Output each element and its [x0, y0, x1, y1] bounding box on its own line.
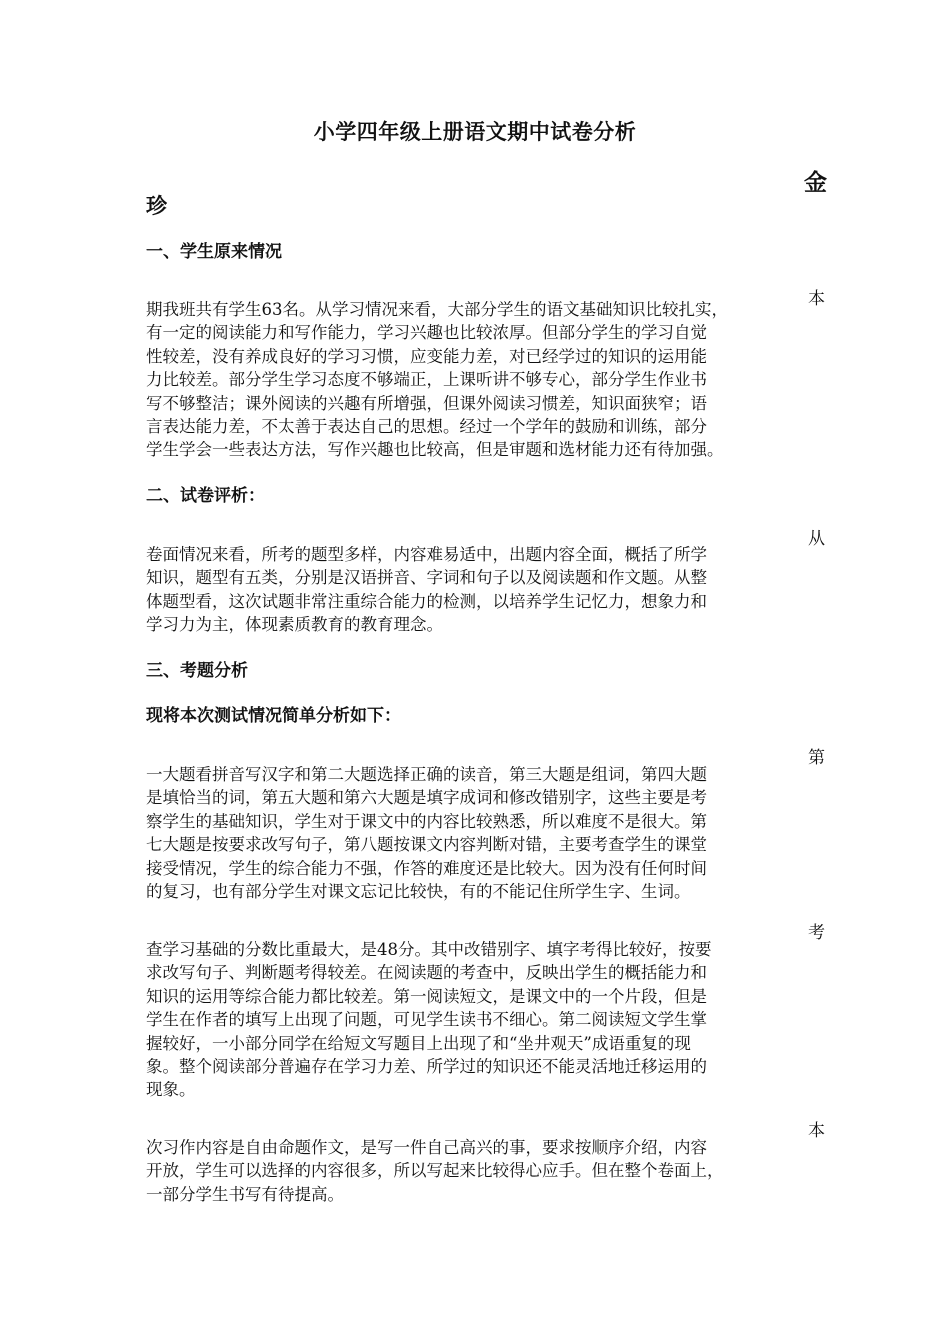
text-line: 卷面情况来看，所考的题型多样，内容难易适中，出题内容全面，概括了所学 [146, 545, 707, 564]
section-heading-student-situation: 一、学生原来情况 [146, 242, 282, 262]
text-line: 写不够整洁；课外阅读的兴趣有所增强，但课外阅读习惯差，知识面狭窄；语 [146, 393, 707, 413]
paragraph-lead-char: 考 [808, 923, 825, 943]
text-line: 知识的运用等综合能力都比较差。第一阅读短文，是课文中的一个片段，但是 [146, 986, 707, 1006]
paragraph-paper-review [146, 543, 811, 637]
text-line: 象。整个阅读部分普遍存在学习力差、所学过的知识还不能灵活地迁移运用的 [146, 1057, 707, 1077]
paragraph-reading-analysis [146, 938, 811, 1102]
text-line: 一部分学生书写有待提高。 [146, 1184, 344, 1204]
paragraph-student-situation [146, 298, 811, 462]
text-line: 学习力为主，体现素质教育的教育理念。 [146, 615, 443, 635]
text-line: 性较差，没有养成良好的学习习惯，应变能力差，对已经学过的知识的运用能 [146, 346, 707, 366]
author-name-part1: 金 [804, 170, 827, 196]
paragraph-lead-char: 第 [808, 748, 825, 768]
text-line: 接受情况，学生的综合能力不强，作答的难度还是比较大。因为没有任何时间 [146, 858, 707, 878]
text-line: 学生学会一些表达方法，写作兴趣也比较高，但是审题和选材能力还有待加强。 [146, 440, 724, 460]
text-line: 是填恰当的词，第五大题和第六大题是填字成词和修改错别字，这些主要是考 [146, 788, 707, 808]
paragraph-lead-char: 从 [808, 529, 825, 549]
text-line: 体题型看，这次试题非常注重综合能力的检测，以培养学生记忆力，想象力和 [146, 591, 707, 611]
paragraph-lead-char: 本 [808, 1121, 825, 1141]
text-line: 力比较差。部分学生学习态度不够端正，上课听讲不够专心，部分学生作业书 [146, 370, 707, 390]
text-line: 现象。 [146, 1080, 196, 1100]
text-line: 次习作内容是自由命题作文，是写一件自己高兴的事，要求按顺序介绍，内容 [146, 1138, 707, 1157]
paragraph-writing-analysis [146, 1136, 811, 1206]
section-heading-question-analysis: 三、考题分析 [146, 661, 248, 681]
paragraph-question-analysis [146, 763, 811, 903]
document-title: 小学四年级上册语文期中试卷分析 [313, 120, 637, 144]
text-line: 查学习基础的分数比重最大，是48分。其中改错别字、填字考得比较好，按要 [146, 940, 712, 959]
section-heading-paper-review: 二、试卷评析： [146, 486, 265, 506]
text-line: 学生在作者的填写上出现了问题，可见学生读书不细心。第二阅读短文学生掌 [146, 1010, 707, 1030]
text-line: 期我班共有学生63名。从学习情况来看，大部分学生的语文基础知识比较扎实， [146, 300, 728, 319]
text-line: 的复习，也有部分学生对课文忘记比较快，有的不能记住所学生字、生词。 [146, 882, 691, 902]
text-line: 七大题是按要求改写句子，第八题按课文内容判断对错，主要考查学生的课堂 [146, 835, 707, 855]
text-line: 知识，题型有五类，分别是汉语拼音、字词和句子以及阅读题和作文题。从整 [146, 568, 707, 588]
section-subheading: 现将本次测试情况简单分析如下： [146, 706, 401, 726]
text-line: 言表达能力差，不太善于表达自己的思想。经过一个学年的鼓励和训练，部分 [146, 417, 707, 437]
text-line: 察学生的基础知识，学生对于课文中的内容比较熟悉，所以难度不是很大。第 [146, 811, 707, 831]
author-name-part2: 珍 [146, 194, 167, 218]
text-line: 有一定的阅读能力和写作能力，学习兴趣也比较浓厚。但部分学生的学习自觉 [146, 323, 707, 343]
text-line: 求改写句子、判断题考得较差。在阅读题的考查中，反映出学生的概括能力和 [146, 963, 707, 983]
text-line: 一大题看拼音写汉字和第二大题选择正确的读音，第三大题是组词，第四大题 [146, 765, 707, 784]
paragraph-lead-char: 本 [808, 289, 825, 309]
text-line: 开放，学生可以选择的内容很多，所以写起来比较得心应手。但在整个卷面上， [146, 1161, 724, 1181]
text-line: 握较好，一小部分同学在给短文写题目上出现了和“坐井观天”成语重复的现 [146, 1033, 691, 1053]
